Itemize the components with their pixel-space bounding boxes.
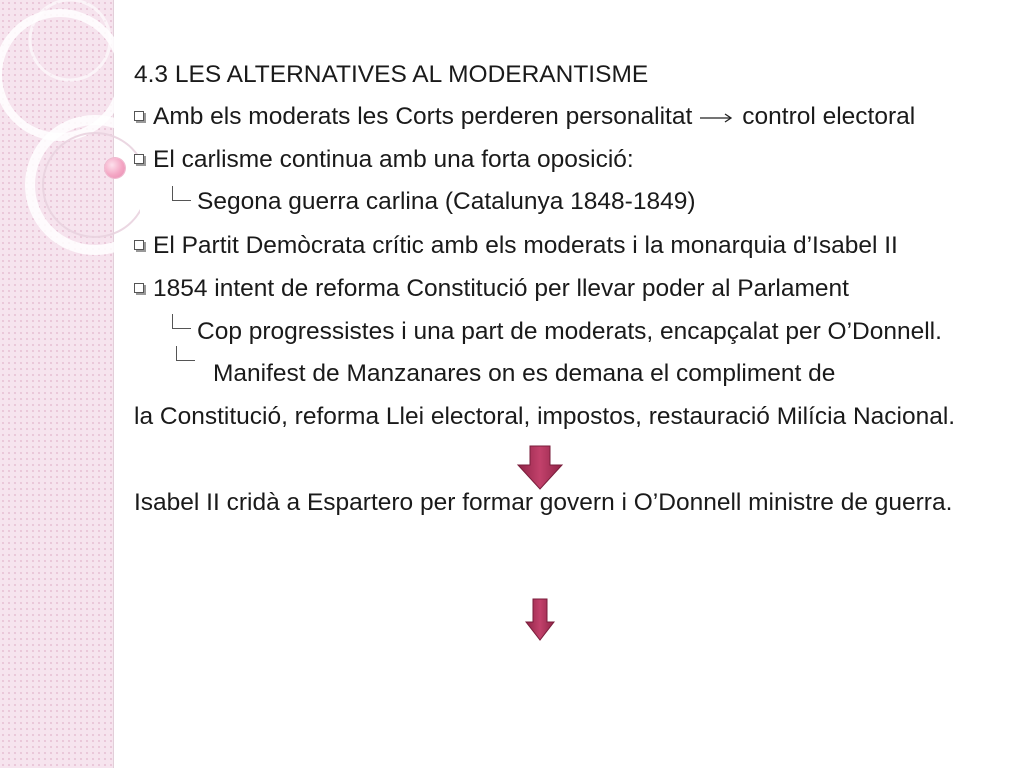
paragraph-isabel: Isabel II cridà a Espartero per formar govern i O’Donnell ministre de guerra.: [134, 489, 953, 516]
square-bullet-icon: [134, 283, 144, 293]
connector-icon: [172, 186, 191, 201]
sub-manifest: Manifest de Manzanares on es demana el compliment de: [213, 360, 836, 387]
paragraph-constitucio: la Constitució, reforma Llei electoral, impostos, restauració Milícia Nacional.: [134, 403, 956, 430]
slide-title: 4.3 LES ALTERNATIVES AL MODERANTISME: [134, 61, 649, 88]
bullet-corts: [134, 102, 915, 132]
connector-icon: [172, 314, 191, 329]
bullet-carlisme: [134, 145, 634, 175]
down-arrow-icon: [525, 598, 555, 642]
bullet-partit-democrata-text: El Partit Demòcrata crític amb els moderats i la monarquia d’Isabel II: [153, 232, 898, 259]
bullet-1854: [134, 274, 849, 304]
square-bullet-icon: [134, 154, 144, 164]
bullet-partit-democrata: [134, 231, 898, 261]
sub-cop: Cop progressistes i una part de moderats, encapçalat per O’Donnell.: [197, 318, 942, 345]
bullet-corts-result: control electoral: [742, 103, 916, 130]
down-arrow-icon: [516, 445, 564, 491]
square-bullet-icon: [134, 240, 144, 250]
connector-icon: [176, 346, 195, 361]
bullet-carlisme-text: El carlisme continua amb una forta oposició:: [153, 146, 634, 173]
square-bullet-icon: [134, 111, 144, 121]
bullet-corts-text: Amb els moderats les Corts perderen personalitat: [153, 103, 693, 130]
bullet-1854-text: 1854 intent de reforma Constitució per llevar poder al Parlament: [153, 275, 849, 302]
right-arrow-icon: [700, 102, 734, 132]
sub-guerra-carlina: Segona guerra carlina (Catalunya 1848-1849): [197, 188, 696, 215]
